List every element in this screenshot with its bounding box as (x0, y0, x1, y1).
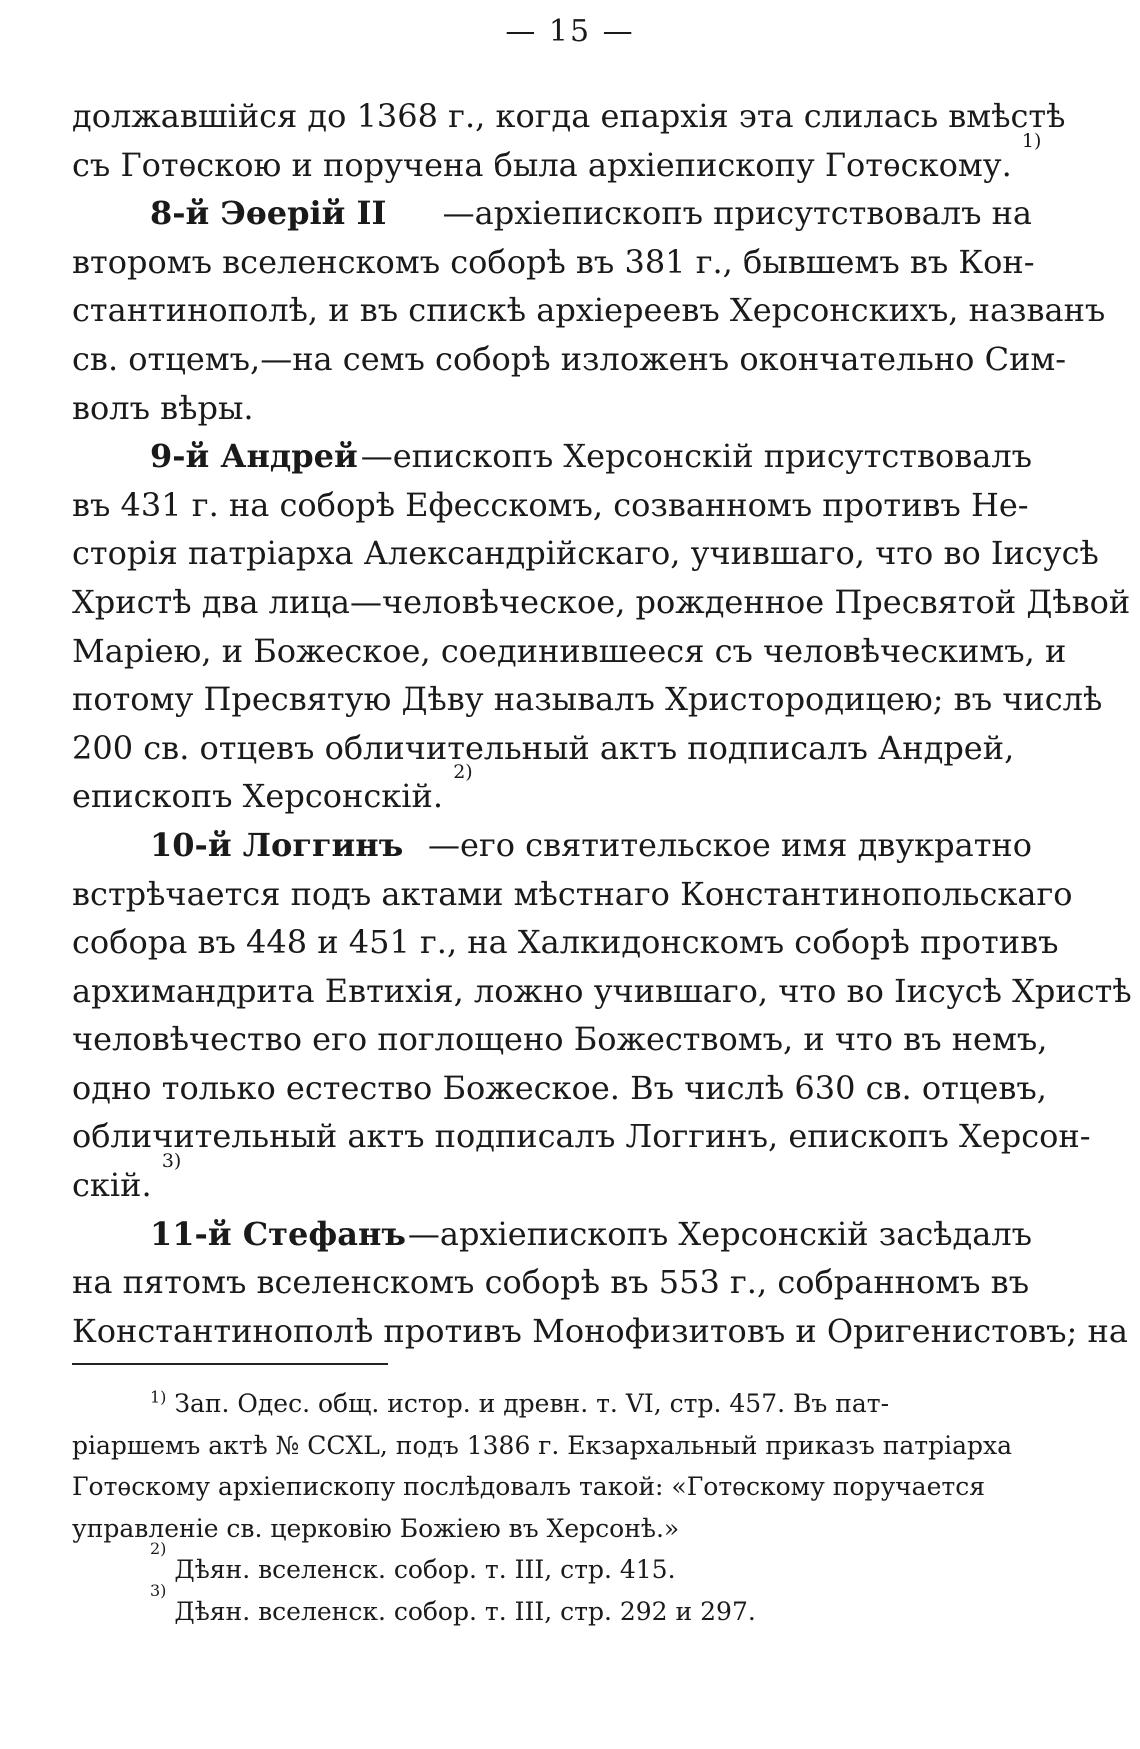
text-line: св. отцемъ,—на семъ соборѣ изложенъ окончательно Сим- (72, 339, 1067, 378)
text-line: епископъ Херсонскій. 2) (72, 772, 1032, 821)
page-number: — 15 — (505, 14, 635, 49)
text-line: должавшійся до 1368 г., когда епархія эта слилась вмѣстѣ (72, 97, 1066, 135)
text-line: архимандрита Евтихія, ложно учившаго, что во Іисусѣ Христѣ (72, 971, 1132, 1010)
text-line: Христѣ два лица—человѣческое, рожденное Пресвятой Дѣвой (72, 582, 1131, 621)
text-line: на пятомъ вселенскомъ соборѣ въ 553 г., собранномъ въ (72, 1263, 1030, 1302)
text-line: 200 св. отцевъ обличительный актъ подписалъ Андрей, (72, 728, 1015, 767)
main-text (72, 92, 1132, 1355)
bishop-name: 9-й Андрей (150, 437, 358, 476)
text-line: 9-й Андрей —епископъ Херсонскій присутствовалъ (72, 432, 1032, 481)
text-line: одно только естество Божеское. Въ числѣ 630 св. отцевъ, (72, 1068, 1047, 1107)
footnote-line: 2) Дѣян. вселенск. собор. т. III, стр. 415. (150, 1539, 676, 1584)
footnotes (72, 1383, 1032, 1632)
text-line: 11-й Стефанъ —архіепископъ Херсонскій засѣдалъ (72, 1210, 1032, 1259)
text-line: собора въ 448 и 451 г., на Халкидонскомъ соборѣ противъ (72, 923, 1059, 962)
text-line: въ 431 г. на соборѣ Ефесскомъ, созванномъ противъ Не- (72, 485, 1029, 524)
text-line: потому Пресвятую Дѣву называлъ Христородицею; въ числѣ (72, 680, 1103, 719)
footnote-line: Готѳскому архіепископу послѣдовалъ такой: «Готѳскому поручается (72, 1472, 985, 1501)
bishop-name: 11-й Стефанъ (150, 1214, 406, 1253)
text-line: Константинополѣ противъ Монофизитовъ и Оригенистовъ; на (72, 1311, 1128, 1350)
text-line: скій. 3) (72, 1161, 1032, 1210)
text-line: 8-й Эѳерій II —архіепископъ присутствовалъ на (72, 189, 1032, 238)
bishop-name: 8-й Эѳерій II (150, 194, 387, 233)
footnote-line: $^{1)}$ Зап. Одес. общ. истор. и древн. т. VI, стр. 457. Въ пат- (150, 1387, 890, 1418)
text-line: съ Готѳскою и поручена была архіепископу Готѳскому. 1) (72, 141, 1032, 190)
bishop-name: 10-й Логгинъ (150, 825, 404, 864)
text-line: второмъ вселенскомъ соборѣ въ 381 г., бывшемъ въ Кон- (72, 242, 1035, 281)
text-line: обличительный актъ подписалъ Логгинъ, епископъ Херсон- (72, 1117, 1091, 1156)
footnote-ref: 1) (1021, 129, 1042, 152)
text-line: человѣчество его поглощено Божествомъ, и что въ немъ, (72, 1020, 1048, 1059)
footnote-ref: 3) (161, 1150, 182, 1173)
footnote-divider (72, 1363, 388, 1365)
text-line: встрѣчается подъ актами мѣстнаго Константинопольскаго (72, 874, 1073, 913)
text-line: 10-й Логгинъ —его святительское имя двукратно (72, 821, 1032, 870)
text-line: Маріею, и Божеское, соединившееся съ человѣческимъ, и (72, 631, 1067, 670)
footnote-ref: 2) (453, 761, 473, 784)
text-line: волъ вѣры. (72, 388, 254, 427)
footnote-line: управленіе св. церковію Божіею въ Херсонѣ.» (72, 1513, 680, 1543)
text-line: сторія патріарха Александрійскаго, учившаго, что во Іисусѣ (72, 534, 1099, 573)
text-line: стантинополѣ, и въ спискѣ архіереевъ Херсонскихъ, названъ (72, 291, 1106, 330)
footnote-line: 3) Дѣян. вселенск. собор. т. III, стр. 292 и 297. (150, 1580, 756, 1626)
footnote-line: ріаршемъ актѣ № CCXL, подъ 1386 г. Екзархальный приказъ патріарха (72, 1430, 1013, 1460)
